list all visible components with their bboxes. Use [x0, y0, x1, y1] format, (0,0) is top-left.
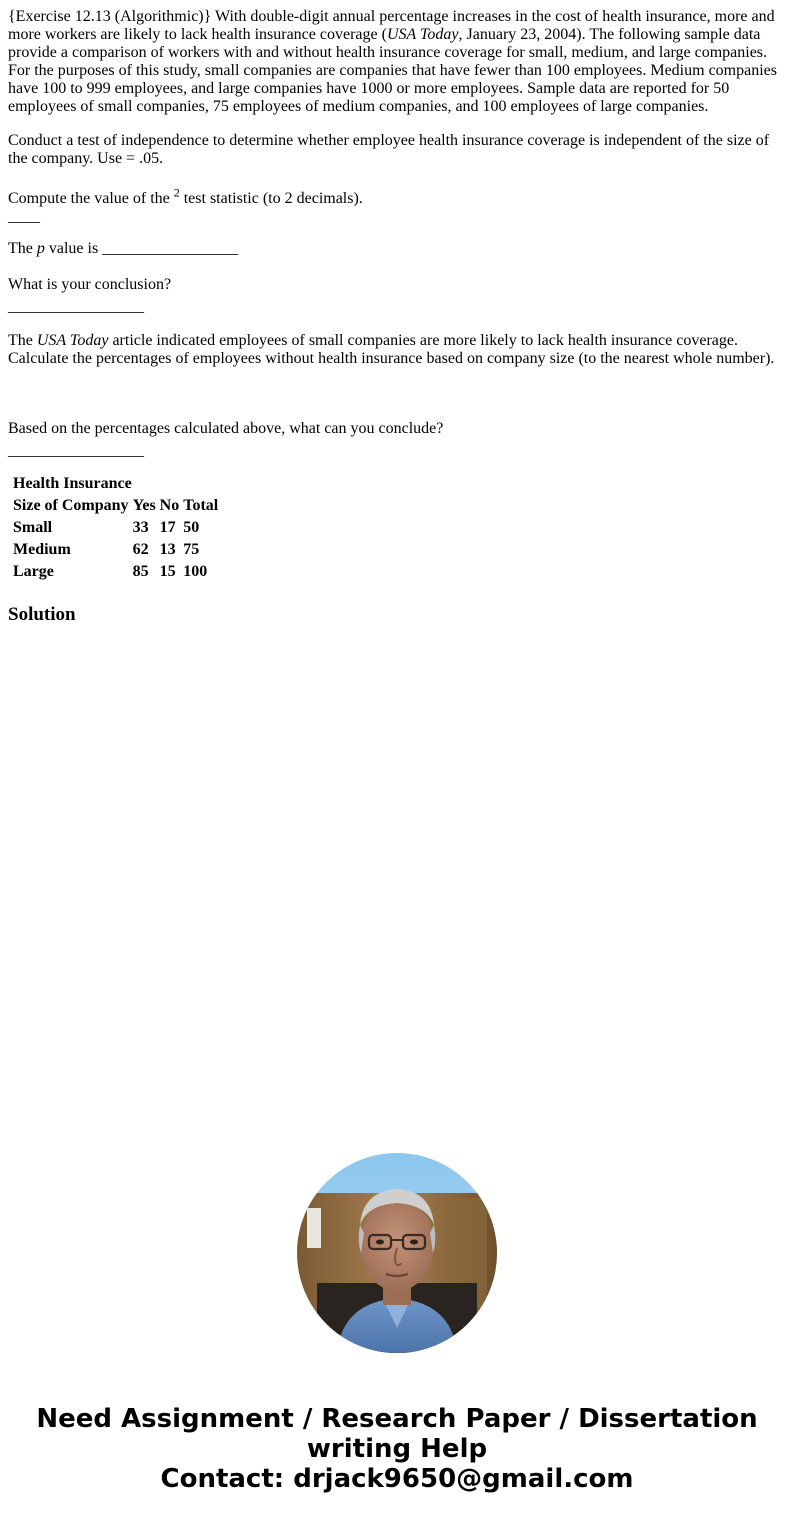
p-value-prefix: The: [8, 240, 37, 257]
solution-heading: Solution: [8, 604, 76, 625]
based-answer-blank[interactable]: _________________: [8, 442, 144, 459]
conduct-paragraph: Conduct a test of independence to determine whether employee health insurance coverage is independent of the size of the company. Use = .05.: [8, 132, 770, 167]
column-header: No: [159, 497, 180, 514]
column-header: Size of Company: [13, 497, 129, 514]
table-cell: 33: [132, 519, 149, 536]
promo-line-2: writing Help: [306, 1434, 488, 1464]
intro-prefix: {Exercise 12.13 (Algorithmic)} With double-digit annual percentage increases in the cost of health insurance, more and more workers are likely to lack health insurance coverage (: [8, 8, 775, 43]
health-insurance-table: [10, 472, 221, 584]
exercise-content: [8, 8, 786, 626]
table-cell: 17: [159, 519, 176, 536]
table-cell: 75: [183, 541, 200, 558]
compute-paragraph: [8, 185, 786, 225]
compute-superscript: 2: [173, 185, 180, 200]
based-paragraph: [8, 420, 786, 460]
p-value-answer-blank[interactable]: value is _________________: [44, 240, 239, 257]
chi-square-answer-blank[interactable]: ____: [8, 208, 40, 225]
table-cell: 85: [132, 563, 149, 580]
intro-suffix: , January 23, 2004). The following sample data provide a comparison of workers with and without health insurance coverage for small, medium, and large companies. For the purposes of this study, small companies are companies that have fewer than 100 employees. Medium companies have 100 to 999 employees, and large companies have 1000 or more employees. Sample data are reported for 50 employees of small companies, 75 employees of medium companies, and 100 employees of large companies.: [8, 26, 777, 115]
table-header-row: [12, 496, 219, 516]
usa-prefix: The: [8, 332, 37, 349]
table-cell: Medium: [13, 541, 71, 558]
promo-line-1: Need Assignment / Research Paper / Dissertation: [36, 1404, 758, 1434]
table-cell: 50: [183, 519, 200, 536]
usa-italic: USA Today: [36, 332, 109, 349]
usa-today-paragraph: [8, 332, 786, 368]
compute-suffix: test statistic (to 2 decimals).: [179, 190, 363, 207]
p-value-paragraph: [8, 240, 786, 258]
column-header: Yes: [132, 497, 156, 514]
compute-prefix: Compute the value of the: [8, 190, 174, 207]
table-cell: Large: [13, 563, 54, 580]
p-value-italic: p: [36, 240, 45, 257]
table-cell: 62: [132, 541, 149, 558]
column-header: Total: [183, 497, 219, 514]
conclusion-answer-blank[interactable]: _________________: [8, 298, 144, 315]
usa-suffix: article indicated employees of small companies are more likely to lack health insurance coverage. Calculate the percentages of employees without health insurance based on company size (to the nearest whole number).: [8, 332, 775, 367]
based-question: Based on the percentages calculated above, what can you conclude?: [8, 420, 444, 437]
intro-paragraph: [8, 8, 786, 116]
intro-source: USA Today: [386, 26, 459, 43]
table-group-header-row: [12, 474, 219, 494]
tutor-avatar: [297, 1153, 497, 1353]
table-row: [12, 518, 219, 538]
table-cell: 15: [159, 563, 176, 580]
table-group-header: Health Insurance: [13, 475, 132, 492]
table-row: [12, 540, 219, 560]
table-row: [12, 562, 219, 582]
table-cell: 100: [183, 563, 208, 580]
conclusion-paragraph: [8, 276, 786, 316]
tutor-portrait-image: [297, 1153, 497, 1353]
conclusion-question: What is your conclusion?: [8, 276, 172, 293]
promo-banner: [0, 1404, 794, 1494]
table-cell: Small: [13, 519, 53, 536]
table-cell: 13: [159, 541, 176, 558]
promo-contact[interactable]: Contact: drjack9650@gmail.com: [160, 1464, 634, 1494]
